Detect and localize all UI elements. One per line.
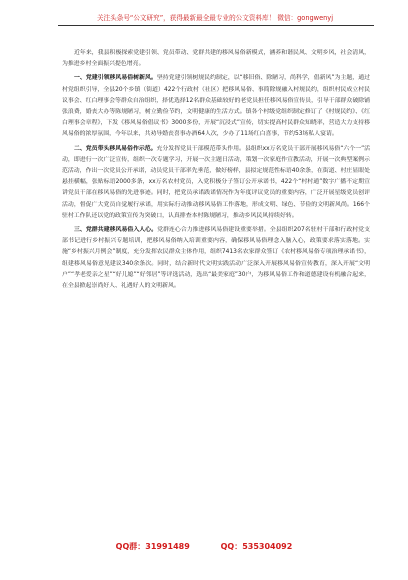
section-2-heading: 二、党员带头移风易俗作示范。 — [74, 145, 157, 152]
section-3-paragraph — [62, 225, 370, 292]
section-3-heading: 三、党群共建移风易俗入人心。 — [74, 227, 158, 234]
section-1-heading: 一、党建引领移风易俗树新风。 — [74, 75, 157, 82]
intro-text: 近年来，我县积极探索党建引领、党员带动、党群共建的移风易俗新模式，涵养和谐民风、文明乡风，社会清风，为推进乡村全面振兴提色增亮。 — [62, 50, 370, 68]
section-1-text: 坚持党建引领树规民约制定，以“移旧俗、除陋习，尚科学，倡新风”为主题，通过村党组织引导，全县20个乡镇（街道）422个行政村（社区）把移风易俗、事简除规融入村规民约，组织村民成立村民议事会、红白理事会等群众自治组织，择优选择12名群众基础较好的老党员担任移风易俗宣传员，引导干部群众破除铺张浪费，婚丧大办等陈规陋习，树立勤俭节约，文明健康的生活方式。镇各个村级党组织制定修订了《村规民约》、《红白理事会章程》，下发《移风易俗倡议书》3000多份，开展“沉浸式”宣传，切实提高村民群众知晓率，营造大力支持移风易俗的浓厚氛围，今年以来，共劝导婚丧喜事办酒64人次，少办了11场红白喜事，节约53场私人宴请。 — [62, 75, 371, 138]
page-footer — [0, 541, 408, 552]
document-body — [62, 48, 370, 292]
page-header-banner: 关注头条号“公文研究”，获得最新最全最专业的公文资料库！ 微信：gongwenyj — [96, 14, 334, 22]
section-2-paragraph — [62, 144, 370, 222]
footer-qq-number: QQ：535304092 — [220, 542, 293, 551]
section-3-text: 党群连心合力推进移风易俗建设重要举措。全县组织207名驻村干部和行政村党支部书记进行乡村振兴专题培训，把移风易俗纳入培训重要内容，确保移风易俗理念入脑入心，政策要求落实落地。实施“乡村振兴月例会”制度，充分发挥农民群众主体作用，组织7413名农家群众签订《农村移风易俗专项治理承诺书》，组建移风易俗意见建议340余条次。同时，结合新时代文明实践活动广泛深入开展移风易俗宣传教育，深入开展“文明户”“孝老爱亲之星”“好儿媳”“好邻居”等评选活动，选出“最美家庭”30户，为移风易俗工作和道德建设有机融合起来，在全县掀起崇尚好人、礼遇好人的文明新风。 — [62, 227, 371, 290]
footer-qq-group: QQ群：31991489 — [115, 542, 190, 551]
section-2-text: 充分发挥党员干部模范带头作用。县组织xx万名党员干部开展移风易俗“六个一”活动，即进行一次广泛宣传，组织一次专题学习，开展一次主题日活动，策划一次家庭作宣教活动，开展一次典型案例示范活动，作出一次党员公开承诺，动员党员干部率先垂范，做好榜样，县拟定规范性标语40余条，在街道、村庄显眼处悬挂横幅，张贴标语2000多条，xx万名农村党员，入党积极分子签订公开承诺书，422个“村村通”数字广播不定期宣讲党员干部在移风易俗的先进事迹。同时，把党员承诺践诺情况作为年度评议党员的重要内容，广泛开展星级党员创评活动，督促广大党员自觉履行承诺，用实际行动推动移风易俗工作落地，形成文明、绿色、节俭的文明新风尚。166个驻村工作队还以党的政策宣传为突破口，认真排查本村陈规陋习，推动乡风民风持续好转。 — [62, 145, 371, 219]
header-divider — [58, 25, 374, 26]
section-1-paragraph — [62, 73, 370, 140]
intro-paragraph — [62, 48, 370, 70]
